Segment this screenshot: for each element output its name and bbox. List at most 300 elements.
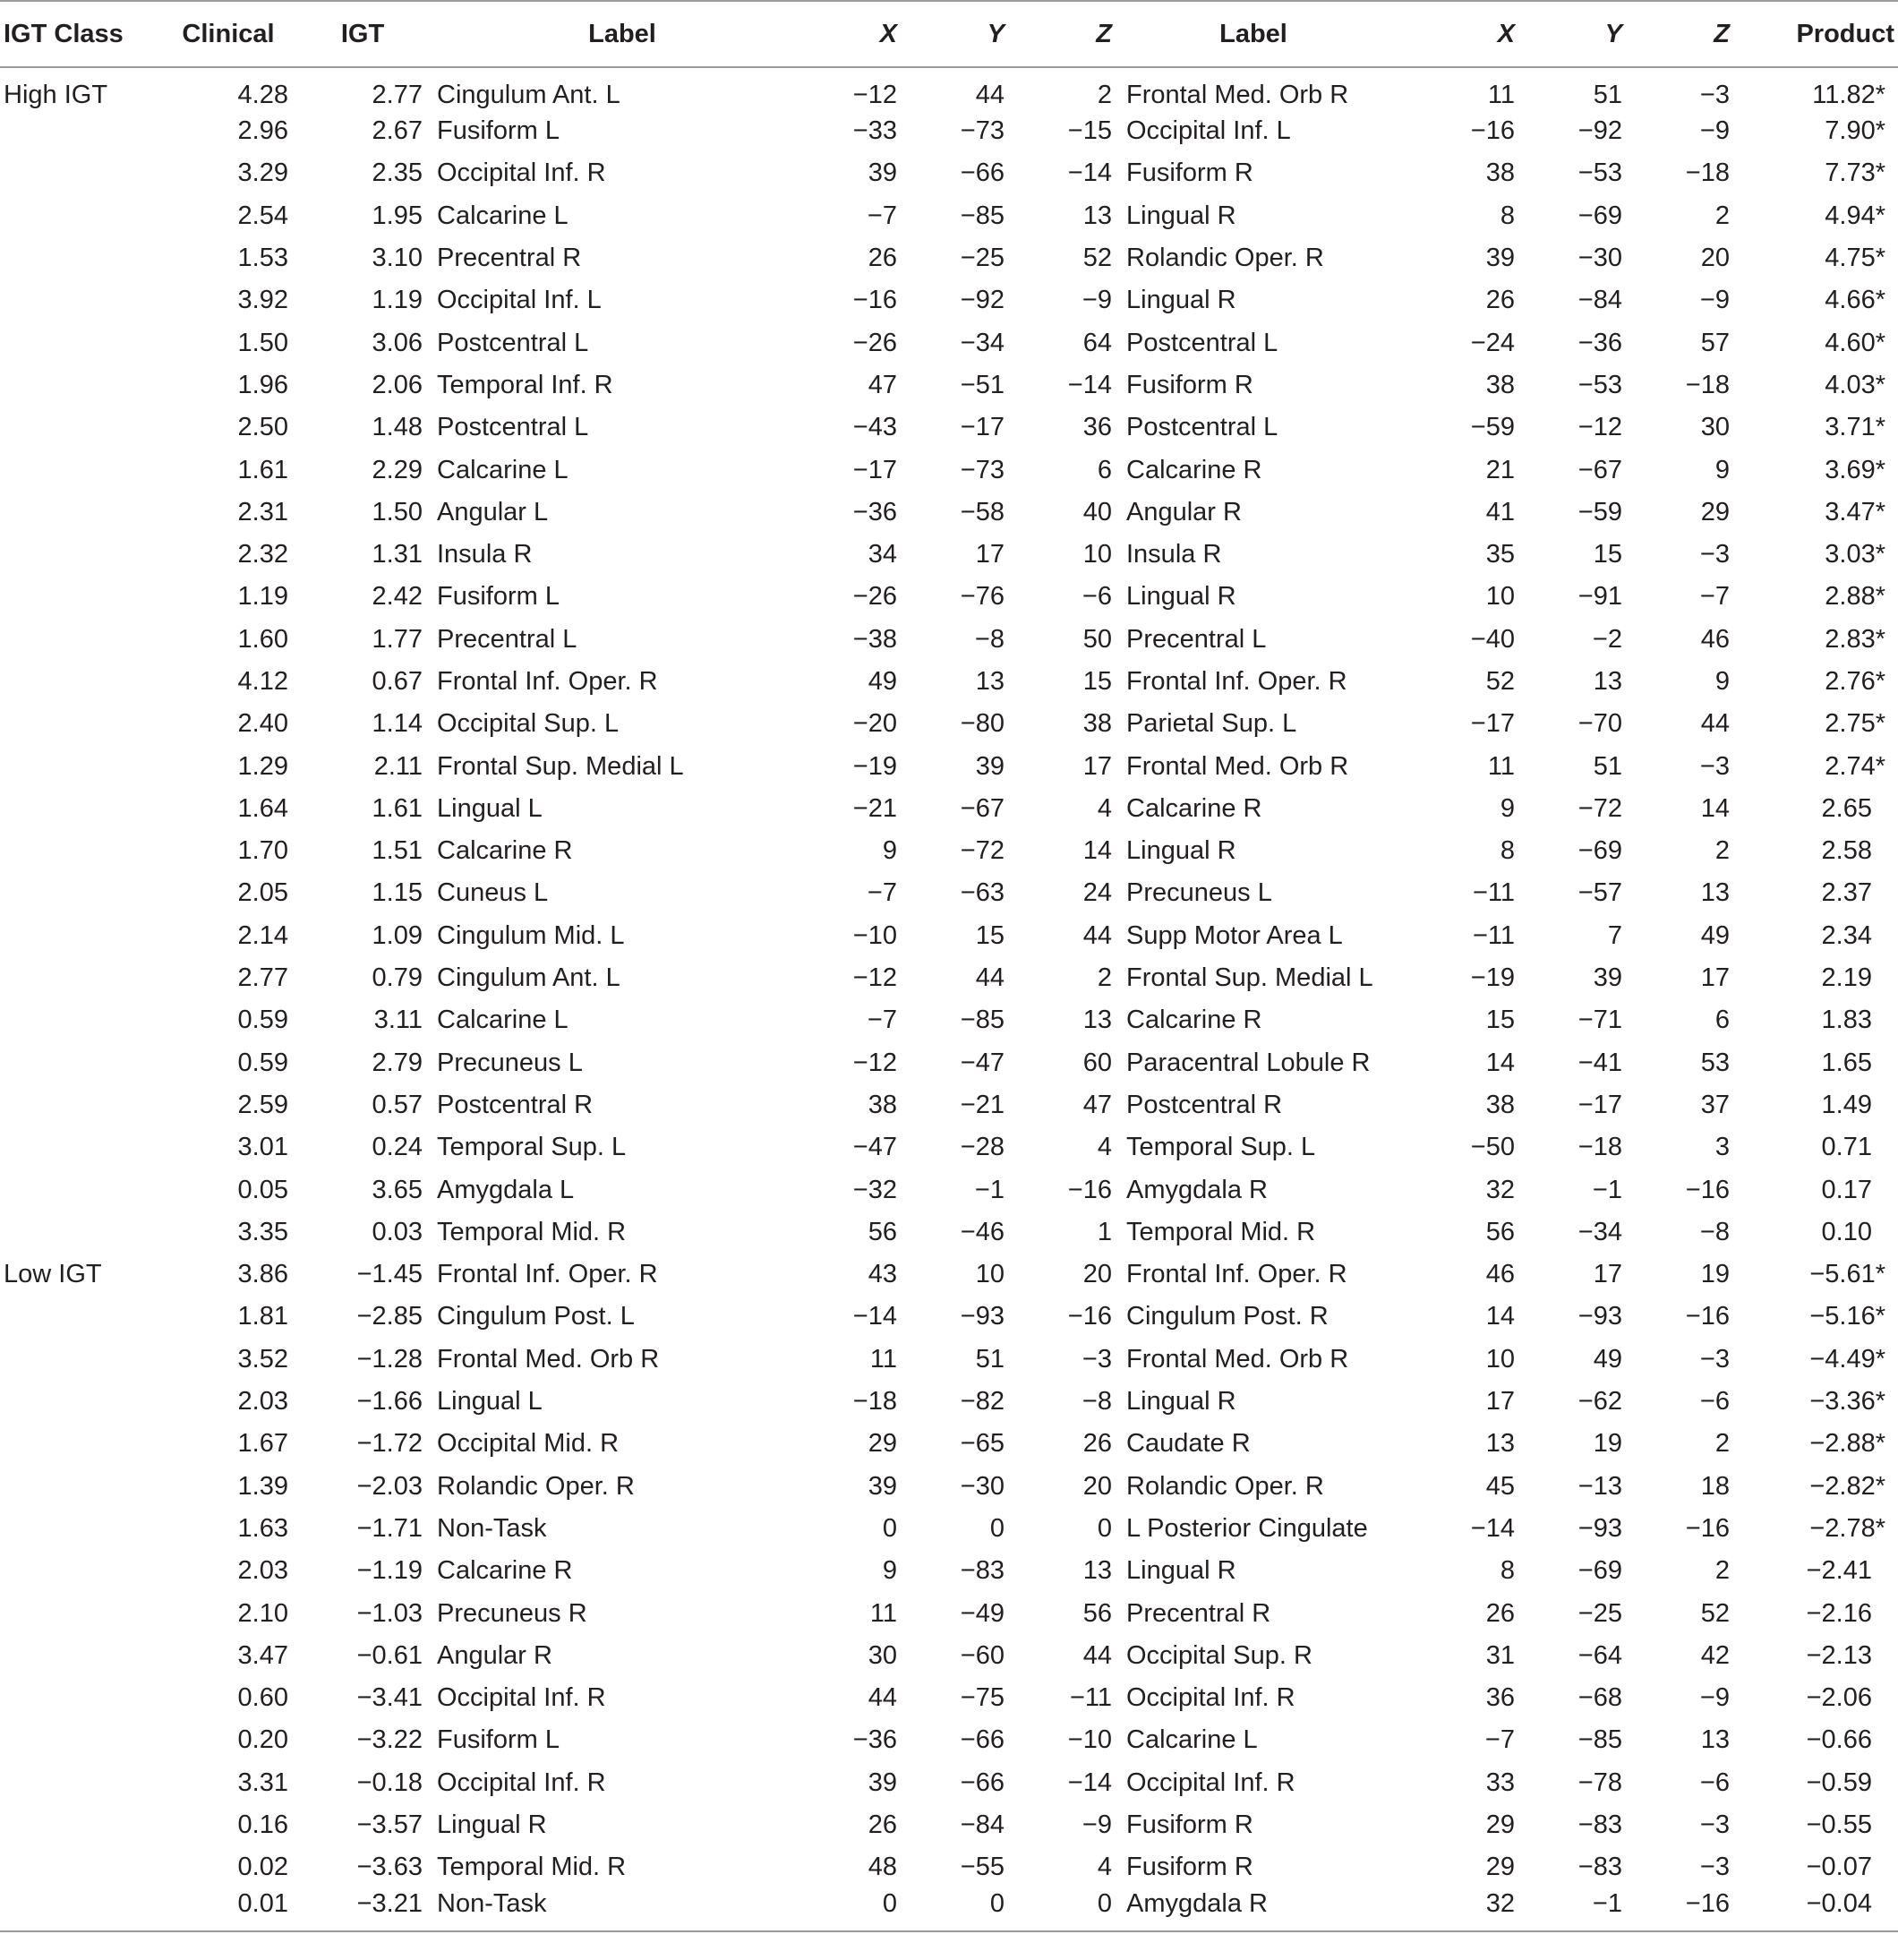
cell-y-b: −41 [1577, 1048, 1622, 1077]
cell-label-b: Fusiform R [1126, 158, 1253, 188]
cell-product: −5.16* [1809, 1302, 1885, 1331]
cell-product: 7.90* [1825, 116, 1885, 146]
table-row [0, 703, 1898, 745]
cell-igt: 1.09 [372, 920, 423, 950]
cell-product: 3.69* [1825, 455, 1885, 484]
cell-product: 4.03* [1825, 370, 1885, 399]
cell-y-a: −25 [960, 244, 1005, 273]
cell-clinical: 1.50 [237, 328, 288, 357]
cell-igt: 0.24 [372, 1133, 423, 1162]
cell-y-b: −70 [1577, 709, 1622, 739]
table-row [0, 1126, 1898, 1168]
cell-igt: −1.45 [356, 1260, 423, 1289]
cell-product: 1.65 [1821, 1048, 1872, 1077]
header-y-b: Y [1522, 1, 1629, 67]
cell-y-a: 0 [989, 1513, 1005, 1543]
cell-x-b: −7 [1484, 1725, 1515, 1755]
cell-label-b: Calcarine R [1126, 793, 1262, 823]
cell-x-b: 33 [1485, 1767, 1515, 1797]
cell-label-b: Occipital Inf. R [1126, 1683, 1295, 1713]
cell-x-a: 39 [868, 1767, 897, 1797]
cell-y-b: −18 [1577, 1133, 1622, 1162]
cell-x-b: 17 [1485, 1387, 1515, 1417]
table-row [0, 1423, 1898, 1465]
cell-product: −0.55 [1806, 1810, 1872, 1840]
cell-label-a: Calcarine L [437, 1006, 569, 1035]
cell-x-a: −20 [852, 709, 897, 739]
cell-y-a: −85 [960, 201, 1005, 230]
cell-igt-class [0, 1550, 161, 1592]
cell-label-a: Occipital Sup. L [437, 709, 620, 739]
header-label-a: Label [430, 1, 815, 67]
cell-label-b: Frontal Med. Orb R [1126, 81, 1349, 109]
cell-product: −2.88* [1809, 1429, 1885, 1459]
cell-product: −4.49* [1809, 1344, 1885, 1374]
cell-z-a: 4 [1097, 1133, 1112, 1162]
cell-igt: −1.66 [356, 1387, 423, 1417]
cell-y-b: −59 [1577, 497, 1622, 526]
cell-clinical: 1.53 [237, 244, 288, 273]
cell-clinical: 4.12 [237, 667, 288, 696]
table-row [0, 619, 1898, 661]
cell-product: 2.83* [1825, 624, 1885, 654]
cell-product: −2.16 [1806, 1598, 1872, 1628]
cell-product: 2.19 [1821, 963, 1872, 993]
cell-label-a: Lingual L [437, 1387, 543, 1417]
cell-z-b: 3 [1714, 1133, 1730, 1162]
cell-y-a: −85 [960, 1006, 1005, 1035]
cell-clinical: 3.92 [237, 286, 288, 315]
cell-y-a: −76 [960, 582, 1005, 612]
cell-x-b: 8 [1500, 836, 1515, 866]
cell-product: −0.66 [1806, 1725, 1872, 1755]
cell-x-b: −59 [1470, 413, 1515, 442]
cell-igt-class [0, 237, 161, 279]
cell-x-a: 9 [882, 1556, 897, 1586]
cell-y-b: 49 [1593, 1344, 1622, 1374]
cell-label-a: Calcarine L [437, 201, 569, 230]
cell-y-a: −73 [960, 116, 1005, 146]
cell-y-b: −71 [1577, 1006, 1622, 1035]
cell-z-b: −7 [1699, 582, 1730, 612]
cell-x-a: 44 [868, 1683, 897, 1713]
cell-clinical: 1.60 [237, 624, 288, 654]
cell-product: −2.78* [1809, 1513, 1885, 1543]
cell-z-a: 56 [1082, 1598, 1112, 1628]
table-row [0, 872, 1898, 914]
cell-igt: 1.51 [372, 836, 423, 866]
cell-y-b: −13 [1577, 1471, 1622, 1501]
cell-product: 2.74* [1825, 751, 1885, 781]
cell-z-a: −11 [1069, 1683, 1112, 1713]
cell-z-a: 10 [1082, 540, 1112, 569]
cell-x-a: −26 [852, 328, 897, 357]
cell-igt-class [0, 1042, 161, 1084]
cell-clinical: 0.05 [237, 1175, 288, 1204]
cell-clinical: 3.29 [237, 158, 288, 188]
table-row [0, 1762, 1898, 1804]
cell-z-a: −3 [1082, 1344, 1112, 1374]
table-row [0, 67, 1898, 110]
cell-z-a: 44 [1082, 920, 1112, 950]
table-row [0, 364, 1898, 407]
cell-igt-class [0, 1762, 161, 1804]
cell-x-a: 0 [815, 1888, 904, 1930]
cell-product: 2.58 [1821, 836, 1872, 866]
table-row [0, 1466, 1898, 1508]
cell-igt: 1.31 [372, 540, 423, 569]
cell-z-a: 60 [1082, 1048, 1112, 1077]
table-row [0, 321, 1898, 364]
cell-x-a: −36 [852, 497, 897, 526]
cell-y-b: −72 [1577, 793, 1622, 823]
cell-clinical: 2.96 [237, 116, 288, 146]
cell-clinical: 2.05 [237, 878, 288, 908]
cell-igt-class [0, 1635, 161, 1677]
cell-y-b: −53 [1577, 370, 1622, 399]
cell-y-a: −72 [960, 836, 1005, 866]
cell-x-a: 26 [868, 1810, 897, 1840]
cell-label-a: Temporal Mid. R [437, 1217, 627, 1246]
cell-label-a: Occipital Inf. R [437, 1683, 606, 1713]
cell-label-b: Lingual R [1126, 836, 1236, 866]
cell-x-b: −40 [1470, 624, 1515, 654]
cell-igt-class [0, 1508, 161, 1550]
cell-product: 4.75* [1825, 244, 1885, 273]
cell-x-b: −16 [1470, 116, 1515, 146]
cell-z-a: −14 [1067, 158, 1112, 188]
cell-z-b: 6 [1714, 1006, 1730, 1035]
cell-z-a: 20 [1082, 1471, 1112, 1501]
cell-label-b: Fusiform R [1126, 370, 1253, 399]
cell-y-b: 17 [1593, 1260, 1622, 1289]
cell-igt-class [0, 195, 161, 237]
cell-label-a: Occipital Inf. R [437, 158, 606, 188]
table-row [0, 1168, 1898, 1211]
cell-z-b: −6 [1699, 1387, 1730, 1417]
cell-label-a: Cingulum Post. L [437, 1302, 635, 1331]
cell-y-b: −36 [1577, 328, 1622, 357]
cell-z-a: 26 [1082, 1429, 1112, 1459]
cell-x-b: −17 [1470, 709, 1515, 739]
cell-label-b: Calcarine R [1126, 455, 1262, 484]
cell-x-a: −7 [867, 1006, 897, 1035]
cell-y-b: −34 [1577, 1217, 1622, 1246]
cell-igt: 3.65 [372, 1175, 423, 1204]
cell-igt: −2.85 [356, 1302, 423, 1331]
cell-x-a: 47 [868, 370, 897, 399]
cell-product: 11.82* [1812, 81, 1885, 109]
cell-y-b: −92 [1577, 116, 1622, 146]
cell-clinical: 2.77 [237, 963, 288, 993]
cell-z-b: 20 [1700, 244, 1730, 273]
cell-clinical: 3.52 [237, 1344, 288, 1374]
cell-z-a: 40 [1082, 497, 1112, 526]
cell-label-b: Temporal Sup. L [1126, 1133, 1316, 1162]
cell-label-a: Calcarine L [437, 455, 569, 484]
cell-x-a: 39 [868, 1471, 897, 1501]
cell-x-b: 29 [1485, 1853, 1515, 1882]
table-row [0, 110, 1898, 152]
cell-x-b: 11 [1487, 81, 1515, 109]
cell-x-b: 14 [1485, 1302, 1515, 1331]
cell-y-b: 51 [1593, 751, 1622, 781]
cell-label-a: Angular L [437, 497, 549, 526]
cell-y-a: −93 [960, 1302, 1005, 1331]
cell-clinical: 1.29 [237, 751, 288, 781]
cell-clinical: 2.10 [237, 1598, 288, 1628]
cell-igt-class [0, 788, 161, 830]
cell-y-b: −64 [1577, 1640, 1622, 1670]
cell-x-a: −38 [852, 624, 897, 654]
cell-product: −0.59 [1806, 1767, 1872, 1797]
cell-label-b: Occipital Inf. R [1126, 1767, 1295, 1797]
cell-label-a: Non-Task [430, 1888, 815, 1930]
cell-y-a: 15 [975, 920, 1005, 950]
cell-z-a: 64 [1082, 328, 1112, 357]
cell-label-a: Occipital Mid. R [437, 1429, 620, 1459]
cell-label-a: Cingulum Mid. L [437, 920, 625, 950]
cell-x-a: 38 [868, 1090, 897, 1119]
table-row [0, 999, 1898, 1041]
cell-igt: 2.06 [372, 370, 423, 399]
cell-x-a: −12 [852, 1048, 897, 1077]
cell-y-a: 44 [975, 963, 1005, 993]
cell-y-b: −84 [1577, 286, 1622, 315]
cell-product: 0.17 [1821, 1175, 1872, 1204]
cell-z-b: 42 [1700, 1640, 1730, 1670]
cell-y-b: −17 [1577, 1090, 1622, 1119]
cell-igt-class [0, 830, 161, 872]
cell-label-b: Frontal Inf. Oper. R [1126, 1260, 1347, 1289]
cell-y-a: −84 [960, 1810, 1005, 1840]
cell-x-b: 8 [1500, 201, 1515, 230]
cell-z-b: −3 [1699, 1810, 1730, 1840]
table-row [0, 915, 1898, 957]
header-clinical: Clinical [161, 1, 295, 67]
cell-label-a: Precuneus L [437, 1048, 583, 1077]
cell-label-b: Frontal Sup. Medial L [1126, 963, 1373, 993]
cell-label-a: Frontal Med. Orb R [437, 1344, 660, 1374]
cell-igt-class [0, 492, 161, 534]
table-row [0, 152, 1898, 194]
cell-label-b: L Posterior Cingulate [1126, 1513, 1368, 1543]
table-row [0, 1592, 1898, 1634]
cell-igt: 1.61 [372, 793, 423, 823]
cell-product: 3.03* [1825, 540, 1885, 569]
cell-y-a: −55 [960, 1853, 1005, 1882]
cell-x-a: −32 [852, 1175, 897, 1204]
cell-clinical: 1.96 [237, 370, 288, 399]
cell-z-b: 49 [1700, 920, 1730, 950]
cell-label-a: Temporal Inf. R [437, 370, 613, 399]
cell-x-b: −11 [1472, 920, 1515, 950]
cell-igt-class: High IGT [4, 81, 108, 109]
cell-igt: 3.10 [372, 244, 423, 273]
cell-clinical: 1.67 [237, 1429, 288, 1459]
cell-z-b: −3 [1699, 751, 1730, 781]
header-product: Product [1737, 1, 1898, 67]
cell-igt-class [0, 1846, 161, 1888]
cell-igt-class [0, 152, 161, 194]
cell-y-b: 13 [1593, 667, 1622, 696]
cell-x-b: 13 [1485, 1429, 1515, 1459]
cell-label-a: Fusiform L [437, 1725, 560, 1755]
cell-x-a: −12 [852, 963, 897, 993]
cell-x-b: −14 [1470, 1513, 1515, 1543]
table-row [0, 1888, 1898, 1930]
cell-label-b: Lingual R [1126, 201, 1236, 230]
cell-igt-class [0, 1211, 161, 1254]
cell-y-b: −69 [1577, 1556, 1622, 1586]
cell-x-b: 35 [1485, 540, 1515, 569]
cell-z-b: −18 [1685, 370, 1730, 399]
cell-y-a: −1 [974, 1175, 1005, 1204]
cell-y-a: 39 [975, 751, 1005, 781]
cell-igt-class [0, 619, 161, 661]
cell-z-b: 52 [1700, 1598, 1730, 1628]
cell-label-b: Fusiform R [1126, 1810, 1253, 1840]
cell-igt-class [0, 661, 161, 703]
cell-z-a: −6 [1082, 582, 1112, 612]
cell-clinical: 0.59 [237, 1048, 288, 1077]
cell-x-b: 45 [1485, 1471, 1515, 1501]
cell-igt-class [0, 1168, 161, 1211]
cell-igt: 0.67 [372, 667, 423, 696]
cell-z-a: 4 [1097, 793, 1112, 823]
table-row [0, 1677, 1898, 1719]
cell-label-a: Lingual L [437, 793, 543, 823]
cell-igt-class [0, 576, 161, 618]
cell-y-b: −12 [1577, 413, 1622, 442]
cell-z-b: 2 [1714, 201, 1730, 230]
cell-y-b: −1 [1592, 1175, 1622, 1204]
cell-y-a: 0 [904, 1888, 1012, 1930]
cell-igt: 3.06 [372, 328, 423, 357]
cell-y-a: −67 [960, 793, 1005, 823]
cell-clinical: 3.86 [237, 1260, 288, 1289]
cell-label-b: Precentral L [1126, 624, 1267, 654]
cell-clinical: 0.59 [237, 1006, 288, 1035]
cell-igt: −2.03 [356, 1471, 423, 1501]
cell-x-b: 26 [1485, 1598, 1515, 1628]
cell-igt-class [0, 1084, 161, 1126]
cell-igt: 1.50 [372, 497, 423, 526]
cell-y-a: −66 [960, 1767, 1005, 1797]
cell-z-a: 6 [1097, 455, 1112, 484]
cell-y-b: −78 [1577, 1767, 1622, 1797]
cell-igt-class [0, 1592, 161, 1634]
cell-product: 1.83 [1821, 1006, 1872, 1035]
cell-igt: −1.19 [356, 1556, 423, 1586]
cell-x-a: 34 [868, 540, 897, 569]
cell-igt: 1.15 [372, 878, 423, 908]
cell-y-b: −91 [1577, 582, 1622, 612]
cell-z-a: 36 [1082, 413, 1112, 442]
cell-z-a: 2 [1097, 81, 1112, 109]
cell-label-a: Cuneus L [437, 878, 549, 908]
cell-product: −5.61* [1809, 1260, 1885, 1289]
cell-y-b: −30 [1577, 244, 1622, 273]
cell-label-a: Non-Task [437, 1513, 547, 1543]
cell-label-b: Cingulum Post. R [1126, 1302, 1329, 1331]
table-row [0, 1846, 1898, 1888]
header-row [0, 1, 1898, 67]
cell-label-a: Amygdala L [437, 1175, 575, 1204]
cell-clinical: 0.60 [237, 1683, 288, 1713]
cell-z-a: −9 [1082, 286, 1112, 315]
cell-x-b: 26 [1485, 286, 1515, 315]
cell-label-a: Cingulum Ant. L [437, 963, 620, 993]
cell-clinical: 3.35 [237, 1217, 288, 1246]
cell-x-a: 43 [868, 1260, 897, 1289]
table-row [0, 957, 1898, 999]
cell-x-a: −12 [852, 81, 897, 109]
cell-label-b: Amygdala R [1126, 1175, 1268, 1204]
cell-label-a: Angular R [437, 1640, 552, 1670]
cell-igt: 0.79 [372, 963, 423, 993]
table-row [0, 661, 1898, 703]
cell-igt: 1.19 [372, 286, 423, 315]
cell-label-a: Fusiform L [437, 582, 560, 612]
cell-clinical: 3.01 [237, 1133, 288, 1162]
cell-product: −2.13 [1806, 1640, 1872, 1670]
cell-x-b: −19 [1470, 963, 1515, 993]
cell-y-a: −17 [960, 413, 1005, 442]
cell-z-b: −16 [1685, 1302, 1730, 1331]
cell-igt: 2.67 [372, 116, 423, 146]
cell-igt-class [0, 1804, 161, 1846]
table-row [0, 449, 1898, 491]
cell-z-b: 2 [1714, 1429, 1730, 1459]
cell-clinical: 4.28 [237, 81, 288, 109]
cell-label-a: Temporal Sup. L [437, 1133, 627, 1162]
cell-igt-class [0, 703, 161, 745]
cell-z-a: 20 [1082, 1260, 1112, 1289]
cell-y-a: −63 [960, 878, 1005, 908]
cell-label-a: Insula R [437, 540, 533, 569]
cell-z-b: 37 [1700, 1090, 1730, 1119]
cell-y-b: −2 [1592, 624, 1622, 654]
cell-z-a: 14 [1082, 836, 1112, 866]
cell-igt-class [0, 449, 161, 491]
cell-igt: 2.29 [372, 455, 423, 484]
cell-clinical: 0.20 [237, 1725, 288, 1755]
cell-y-a: 51 [975, 1344, 1005, 1374]
cell-z-b: 29 [1700, 497, 1730, 526]
cell-label-b: Frontal Inf. Oper. R [1126, 667, 1347, 696]
cell-y-b: −68 [1577, 1683, 1622, 1713]
cell-igt-class [0, 1677, 161, 1719]
cell-z-a: −10 [1067, 1725, 1112, 1755]
cell-z-b: −3 [1699, 81, 1730, 109]
cell-product: 2.76* [1825, 667, 1885, 696]
cell-z-a: 0 [1012, 1888, 1119, 1930]
cell-y-a: 13 [975, 667, 1005, 696]
cell-clinical: 1.64 [237, 793, 288, 823]
table-row [0, 1719, 1898, 1761]
cell-igt: 0.57 [372, 1090, 423, 1119]
cell-product: 0.71 [1821, 1133, 1872, 1162]
cell-label-a: Frontal Inf. Oper. R [437, 1260, 658, 1289]
cell-y-a: −65 [960, 1429, 1005, 1459]
table-row [0, 576, 1898, 618]
cell-x-b: 11 [1487, 751, 1515, 781]
cell-z-b: −9 [1699, 286, 1730, 315]
cell-z-a: −14 [1067, 370, 1112, 399]
cell-y-a: −60 [960, 1640, 1005, 1670]
cell-label-a: Postcentral R [437, 1090, 594, 1119]
